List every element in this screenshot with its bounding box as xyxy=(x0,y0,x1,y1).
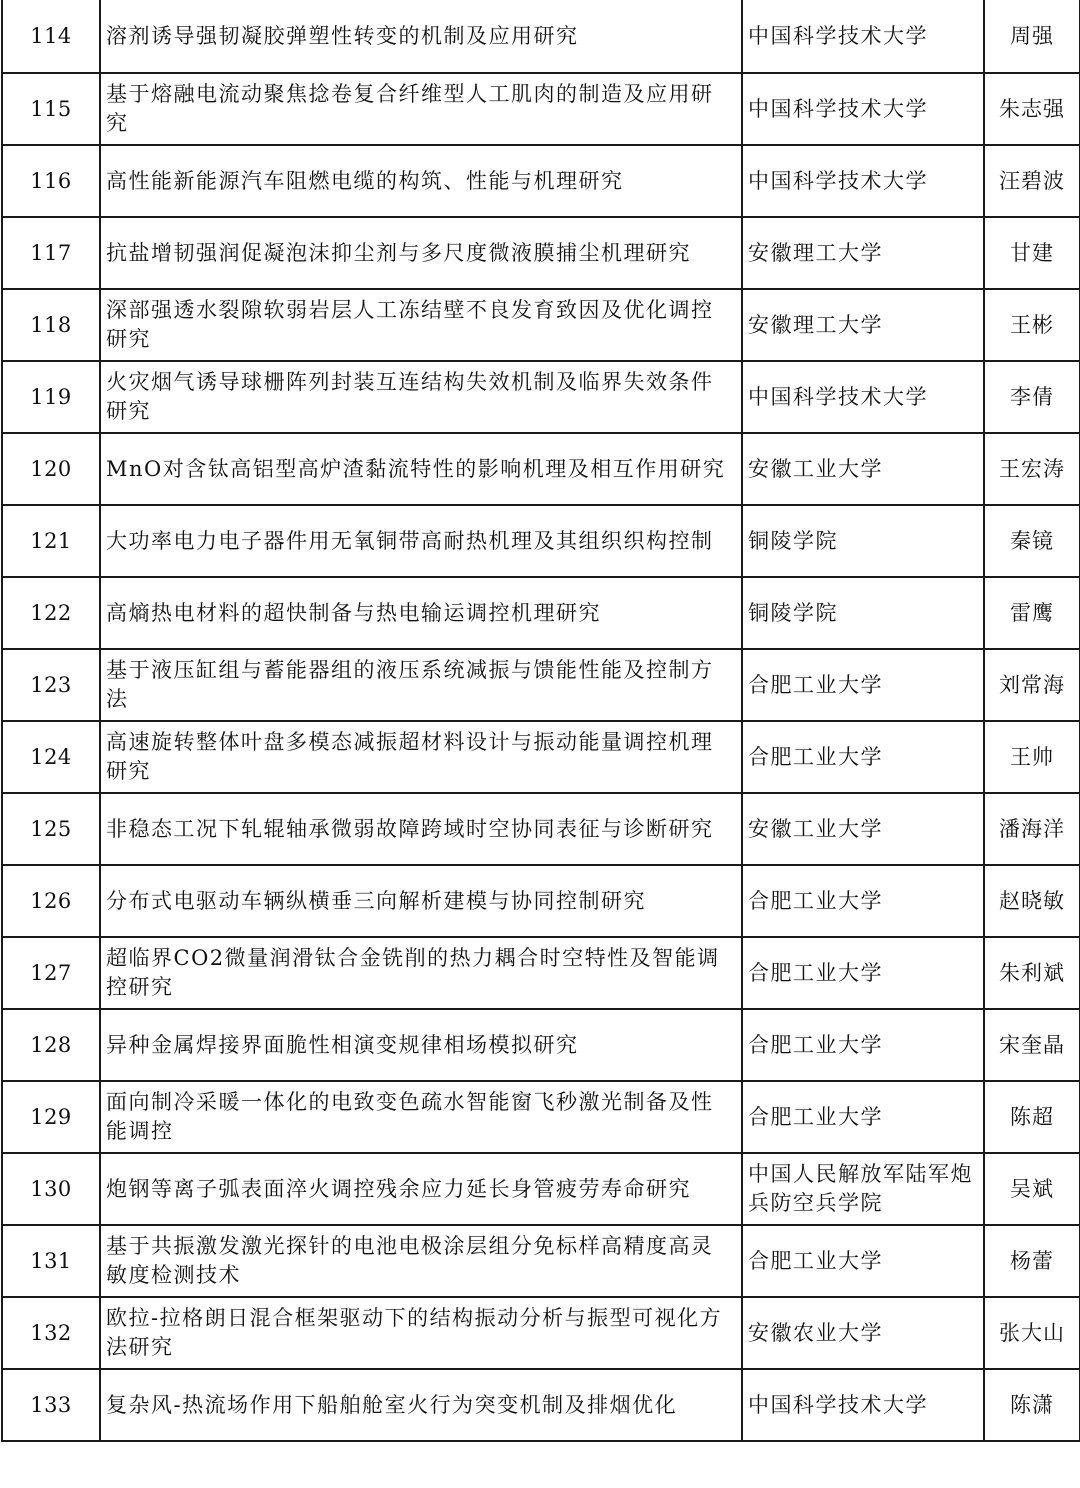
institution: 合肥工业大学 xyxy=(742,865,984,937)
row-number: 130 xyxy=(2,1153,100,1225)
table-row xyxy=(2,289,1080,361)
institution: 安徽理工大学 xyxy=(742,289,984,361)
row-number: 119 xyxy=(2,361,100,433)
institution: 中国科学技术大学 xyxy=(742,0,984,73)
row-number: 127 xyxy=(2,937,100,1009)
row-number: 122 xyxy=(2,577,100,649)
institution: 中国科学技术大学 xyxy=(742,1369,984,1441)
institution: 合肥工业大学 xyxy=(742,1081,984,1153)
row-number: 116 xyxy=(2,145,100,217)
principal-investigator: 周强 xyxy=(984,0,1080,73)
institution: 安徽理工大学 xyxy=(742,217,984,289)
table-row xyxy=(2,1153,1080,1225)
table-row xyxy=(2,73,1080,145)
principal-investigator: 王彬 xyxy=(984,289,1080,361)
institution: 合肥工业大学 xyxy=(742,649,984,721)
row-number: 115 xyxy=(2,73,100,145)
institution: 合肥工业大学 xyxy=(742,1009,984,1081)
table-row xyxy=(2,505,1080,577)
row-number: 121 xyxy=(2,505,100,577)
project-title: 高性能新能源汽车阻燃电缆的构筑、性能与机理研究 xyxy=(100,145,742,217)
institution: 中国科学技术大学 xyxy=(742,145,984,217)
principal-investigator: 杨蕾 xyxy=(984,1225,1080,1297)
row-number: 118 xyxy=(2,289,100,361)
row-number: 132 xyxy=(2,1297,100,1369)
table-row xyxy=(2,793,1080,865)
project-title: 抗盐增韧强润促凝泡沫抑尘剂与多尺度微液膜捕尘机理研究 xyxy=(100,217,742,289)
principal-investigator: 吴斌 xyxy=(984,1153,1080,1225)
row-number: 128 xyxy=(2,1009,100,1081)
project-title: 分布式电驱动车辆纵横垂三向解析建模与协同控制研究 xyxy=(100,865,742,937)
institution: 铜陵学院 xyxy=(742,577,984,649)
row-number: 126 xyxy=(2,865,100,937)
row-number: 117 xyxy=(2,217,100,289)
principal-investigator: 朱志强 xyxy=(984,73,1080,145)
table-row xyxy=(2,937,1080,1009)
row-number: 124 xyxy=(2,721,100,793)
project-title: 高速旋转整体叶盘多模态减振超材料设计与振动能量调控机理研究 xyxy=(100,721,742,793)
principal-investigator: 潘海洋 xyxy=(984,793,1080,865)
institution: 中国科学技术大学 xyxy=(742,361,984,433)
table-row xyxy=(2,1225,1080,1297)
table-row xyxy=(2,145,1080,217)
project-title: 火灾烟气诱导球栅阵列封装互连结构失效机制及临界失效条件研究 xyxy=(100,361,742,433)
institution: 合肥工业大学 xyxy=(742,721,984,793)
institution: 安徽工业大学 xyxy=(742,433,984,505)
row-number: 129 xyxy=(2,1081,100,1153)
institution: 合肥工业大学 xyxy=(742,1225,984,1297)
table-row xyxy=(2,1081,1080,1153)
table-row xyxy=(2,865,1080,937)
project-title: 大功率电力电子器件用无氧铜带高耐热机理及其组织织构控制 xyxy=(100,505,742,577)
project-title: 复杂风-热流场作用下船舶舱室火行为突变机制及排烟优化 xyxy=(100,1369,742,1441)
project-title: 溶剂诱导强韧凝胶弹塑性转变的机制及应用研究 xyxy=(100,0,742,73)
row-number: 131 xyxy=(2,1225,100,1297)
row-number: 125 xyxy=(2,793,100,865)
principal-investigator: 秦镜 xyxy=(984,505,1080,577)
project-title: 基于熔融电流动聚焦捻卷复合纤维型人工肌肉的制造及应用研究 xyxy=(100,73,742,145)
institution: 合肥工业大学 xyxy=(742,937,984,1009)
table-row xyxy=(2,1009,1080,1081)
project-title: MnO对含钛高铝型高炉渣黏流特性的影响机理及相互作用研究 xyxy=(100,433,742,505)
project-title: 面向制冷采暖一体化的电致变色疏水智能窗飞秒激光制备及性能调控 xyxy=(100,1081,742,1153)
project-title: 深部强透水裂隙软弱岩层人工冻结壁不良发育致因及优化调控研究 xyxy=(100,289,742,361)
table-row xyxy=(2,433,1080,505)
institution: 中国科学技术大学 xyxy=(742,73,984,145)
project-title: 异种金属焊接界面脆性相演变规律相场模拟研究 xyxy=(100,1009,742,1081)
table-row xyxy=(2,217,1080,289)
project-title: 超临界CO2微量润滑钛合金铣削的热力耦合时空特性及智能调控研究 xyxy=(100,937,742,1009)
principal-investigator: 朱利斌 xyxy=(984,937,1080,1009)
table-row xyxy=(2,1369,1080,1441)
project-title: 高熵热电材料的超快制备与热电输运调控机理研究 xyxy=(100,577,742,649)
principal-investigator: 张大山 xyxy=(984,1297,1080,1369)
institution: 安徽工业大学 xyxy=(742,793,984,865)
row-number: 114 xyxy=(2,0,100,73)
principal-investigator: 陈超 xyxy=(984,1081,1080,1153)
principal-investigator: 王宏涛 xyxy=(984,433,1080,505)
institution: 安徽农业大学 xyxy=(742,1297,984,1369)
principal-investigator: 陈潇 xyxy=(984,1369,1080,1441)
principal-investigator: 李倩 xyxy=(984,361,1080,433)
project-title: 基于液压缸组与蓄能器组的液压系统减振与馈能性能及控制方法 xyxy=(100,649,742,721)
principal-investigator: 甘建 xyxy=(984,217,1080,289)
table-row xyxy=(2,361,1080,433)
institution: 铜陵学院 xyxy=(742,505,984,577)
table-row xyxy=(2,1297,1080,1369)
table-row xyxy=(2,0,1080,73)
project-title: 基于共振激发激光探针的电池电极涂层组分免标样高精度高灵敏度检测技术 xyxy=(100,1225,742,1297)
principal-investigator: 刘常海 xyxy=(984,649,1080,721)
project-title: 炮钢等离子弧表面淬火调控残余应力延长身管疲劳寿命研究 xyxy=(100,1153,742,1225)
institution: 中国人民解放军陆军炮兵防空兵学院 xyxy=(742,1153,984,1225)
table-row xyxy=(2,649,1080,721)
project-title: 非稳态工况下轧辊轴承微弱故障跨域时空协同表征与诊断研究 xyxy=(100,793,742,865)
row-number: 123 xyxy=(2,649,100,721)
row-number: 133 xyxy=(2,1369,100,1441)
principal-investigator: 宋奎晶 xyxy=(984,1009,1080,1081)
table-row xyxy=(2,721,1080,793)
project-table xyxy=(1,0,1080,1442)
principal-investigator: 赵晓敏 xyxy=(984,865,1080,937)
principal-investigator: 雷鹰 xyxy=(984,577,1080,649)
principal-investigator: 王帅 xyxy=(984,721,1080,793)
table-row xyxy=(2,577,1080,649)
principal-investigator: 汪碧波 xyxy=(984,145,1080,217)
row-number: 120 xyxy=(2,433,100,505)
project-title: 欧拉-拉格朗日混合框架驱动下的结构振动分析与振型可视化方法研究 xyxy=(100,1297,742,1369)
